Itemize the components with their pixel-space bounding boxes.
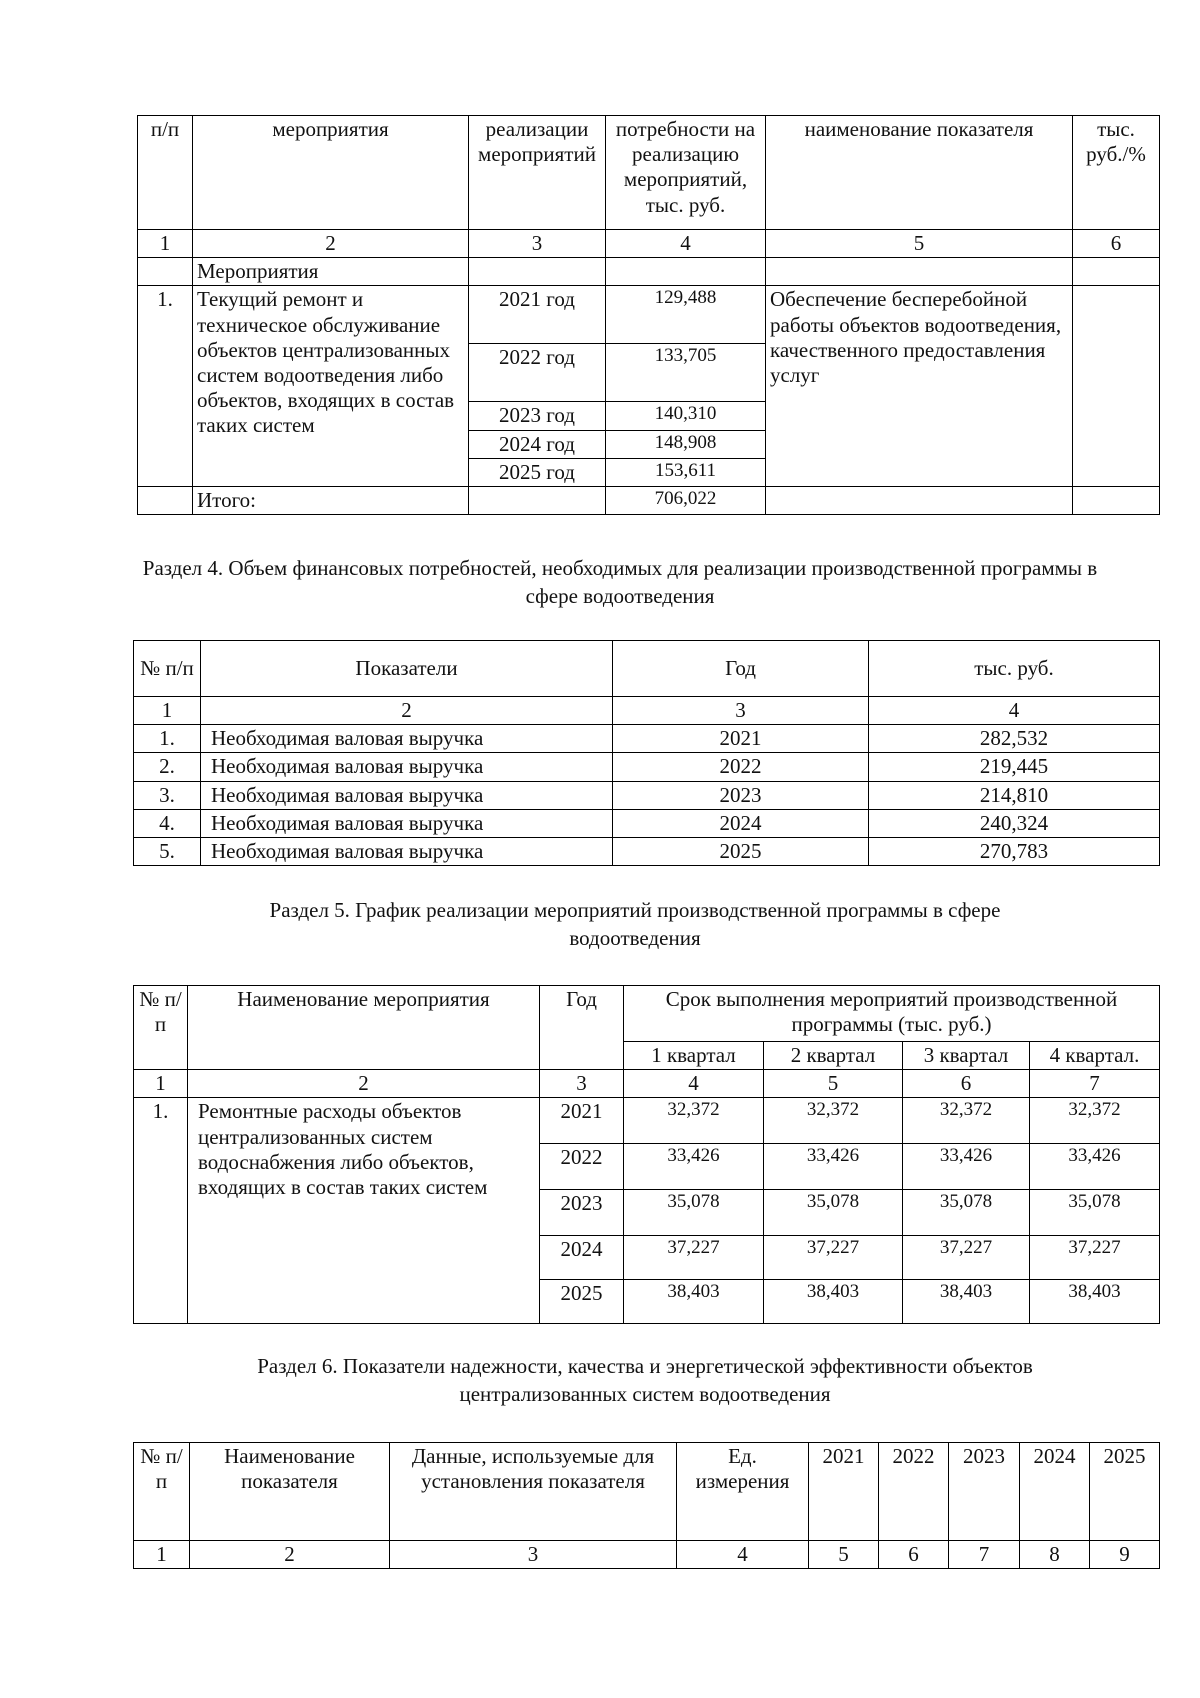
activity-name: Текущий ремонт и техническое обслуживание объектов централизованных систем водоотведения либо объектов, входящих в состав таких систем — [193, 286, 469, 487]
value-cell: 219,445 — [869, 753, 1160, 781]
header-cell: Наименование показателя — [190, 1443, 390, 1541]
header-cell: Год — [613, 641, 869, 697]
value-cell: 270,783 — [869, 837, 1160, 865]
section4-table — [133, 640, 1160, 866]
header-cell: наименование показателя — [766, 116, 1073, 230]
table-row — [134, 809, 1160, 837]
value-cell: 240,324 — [869, 809, 1160, 837]
column-number: 3 — [613, 697, 869, 725]
year-cell: 2025 год — [469, 458, 606, 486]
value-cell: 148,908 — [606, 430, 766, 458]
row-number: 2. — [134, 753, 201, 781]
year-cell: 2024 — [613, 809, 869, 837]
year-cell: 2022 год — [469, 344, 606, 402]
column-number: 4 — [606, 230, 766, 258]
section-label: Мероприятия — [193, 258, 469, 286]
header-cell: № п/п — [134, 1443, 190, 1541]
column-number: 6 — [879, 1541, 949, 1569]
column-number: 2 — [188, 1070, 540, 1098]
value-cell: 32,372 — [624, 1098, 764, 1144]
table-row — [134, 837, 1160, 865]
total-value: 706,022 — [606, 486, 766, 514]
value-cell: 35,078 — [764, 1190, 903, 1236]
value-cell: 37,227 — [1030, 1236, 1160, 1280]
column-number: 1 — [134, 1541, 190, 1569]
section6-table — [133, 1442, 1160, 1569]
header-cell: 2025 — [1090, 1443, 1160, 1541]
value-cell: 38,403 — [1030, 1280, 1160, 1324]
year-cell: 2024 — [540, 1236, 624, 1280]
year-cell: 2022 — [613, 753, 869, 781]
header-cell: Наименование мероприятия — [188, 986, 540, 1070]
header-cell: Данные, используемые для установления показателя — [390, 1443, 677, 1541]
header-cell: потребности на реализацию мероприятий, тыс. руб. — [606, 116, 766, 230]
column-number: 4 — [869, 697, 1160, 725]
indicator-name: Необходимая валовая выручка — [201, 753, 613, 781]
header-cell: 2024 — [1020, 1443, 1090, 1541]
header-cell: мероприятия — [193, 116, 469, 230]
value-cell: 140,310 — [606, 402, 766, 430]
value-cell: 38,403 — [903, 1280, 1030, 1324]
value-cell: 32,372 — [764, 1098, 903, 1144]
column-number: 2 — [190, 1541, 390, 1569]
column-number: 1 — [134, 697, 201, 725]
column-number: 1 — [138, 230, 193, 258]
column-number: 7 — [949, 1541, 1020, 1569]
header-cell: 2023 — [949, 1443, 1020, 1541]
activities-table — [137, 115, 1160, 515]
year-cell: 2023 — [613, 781, 869, 809]
section-label-row — [138, 258, 1160, 286]
value-cell: 37,227 — [624, 1236, 764, 1280]
table-header-row — [134, 1443, 1160, 1541]
year-cell: 2021 год — [469, 286, 606, 344]
value-cell: 133,705 — [606, 344, 766, 402]
value-cell: 33,426 — [1030, 1144, 1160, 1190]
total-label: Итого: — [193, 486, 469, 514]
value-cell: 38,403 — [764, 1280, 903, 1324]
value-cell: 129,488 — [606, 286, 766, 344]
column-number: 3 — [469, 230, 606, 258]
value-cell: 214,810 — [869, 781, 1160, 809]
table-row — [134, 781, 1160, 809]
activity-name: Ремонтные расходы объектов централизованных систем водоснабжения либо объектов, входящих в состав таких систем — [188, 1098, 540, 1324]
column-number: 5 — [764, 1070, 903, 1098]
year-cell: 2024 год — [469, 430, 606, 458]
row-number: 5. — [134, 837, 201, 865]
table-row — [138, 286, 1160, 344]
header-cell: Год — [540, 986, 624, 1070]
value-cell: 35,078 — [903, 1190, 1030, 1236]
indicator-name: Обеспечение бесперебойной работы объектов водоотведения, качественного предоставления услуг — [766, 286, 1073, 487]
row-number: 4. — [134, 809, 201, 837]
value-cell: 35,078 — [624, 1190, 764, 1236]
total-row — [138, 486, 1160, 514]
row-number: 1. — [134, 1098, 188, 1324]
column-number-row — [134, 1070, 1160, 1098]
table-row — [134, 725, 1160, 753]
column-number: 6 — [903, 1070, 1030, 1098]
section5-table — [133, 985, 1160, 1324]
header-cell: 2022 — [879, 1443, 949, 1541]
indicator-name: Необходимая валовая выручка — [201, 837, 613, 865]
column-number: 8 — [1020, 1541, 1090, 1569]
table-row — [134, 753, 1160, 781]
header-cell: Ед. измерения — [677, 1443, 809, 1541]
section5-title: Раздел 5. График реализации мероприятий производственной программы в сфере водоотведения — [269, 898, 1001, 950]
header-cell: тыс. руб. — [869, 641, 1160, 697]
table-header-row — [134, 641, 1160, 697]
column-number: 4 — [677, 1541, 809, 1569]
value-cell: 33,426 — [624, 1144, 764, 1190]
year-cell: 2023 — [540, 1190, 624, 1236]
header-cell: тыс. руб./% — [1073, 116, 1160, 230]
column-number: 9 — [1090, 1541, 1160, 1569]
year-cell: 2025 — [540, 1280, 624, 1324]
section6-title: Раздел 6. Показатели надежности, качества и энергетической эффективности объектов централизованных систем водоотведения — [257, 1354, 1033, 1406]
value-cell: 32,372 — [1030, 1098, 1160, 1144]
column-number: 5 — [766, 230, 1073, 258]
indicator-name: Необходимая валовая выручка — [201, 781, 613, 809]
value-cell: 38,403 — [624, 1280, 764, 1324]
table-header-row — [138, 116, 1160, 230]
value-cell: 32,372 — [903, 1098, 1030, 1144]
column-number: 6 — [1073, 230, 1160, 258]
value-cell: 282,532 — [869, 725, 1160, 753]
quarter-header: 3 квартал — [903, 1042, 1030, 1070]
year-cell: 2021 — [540, 1098, 624, 1144]
value-cell: 37,227 — [764, 1236, 903, 1280]
value-cell: 35,078 — [1030, 1190, 1160, 1236]
column-number: 2 — [201, 697, 613, 725]
quarter-header: 2 квартал — [764, 1042, 903, 1070]
header-cell: № п/п — [134, 641, 201, 697]
row-number: 1. — [134, 725, 201, 753]
column-number-row — [134, 1541, 1160, 1569]
row-number: 1. — [138, 286, 193, 487]
column-number: 1 — [134, 1070, 188, 1098]
column-number: 7 — [1030, 1070, 1160, 1098]
year-cell: 2023 год — [469, 402, 606, 430]
column-number: 3 — [390, 1541, 677, 1569]
header-cell: Срок выполнения мероприятий производственной программы (тыс. руб.) — [624, 986, 1160, 1042]
column-number-row — [134, 697, 1160, 725]
row-number: 3. — [134, 781, 201, 809]
indicator-name: Необходимая валовая выручка — [201, 725, 613, 753]
header-cell: реализации мероприятий — [469, 116, 606, 230]
value-cell: 37,227 — [903, 1236, 1030, 1280]
header-cell: 2021 — [809, 1443, 879, 1541]
column-number: 2 — [193, 230, 469, 258]
column-number: 5 — [809, 1541, 879, 1569]
year-cell: 2022 — [540, 1144, 624, 1190]
value-cell: 33,426 — [764, 1144, 903, 1190]
header-cell: Показатели — [201, 641, 613, 697]
quarter-header: 4 квартал. — [1030, 1042, 1160, 1070]
quarter-header: 1 квартал — [624, 1042, 764, 1070]
year-cell: 2025 — [613, 837, 869, 865]
table-row — [134, 1098, 1160, 1144]
section4-title: Раздел 4. Объем финансовых потребностей, необходимых для реализации производственной программы в сфере водоотведения — [142, 556, 1098, 608]
header-cell: п/п — [138, 116, 193, 230]
header-cell: № п/п — [134, 986, 188, 1070]
column-number-row — [138, 230, 1160, 258]
column-number: 3 — [540, 1070, 624, 1098]
year-cell: 2021 — [613, 725, 869, 753]
value-cell: 33,426 — [903, 1144, 1030, 1190]
indicator-name: Необходимая валовая выручка — [201, 809, 613, 837]
column-number: 4 — [624, 1070, 764, 1098]
table-header-row — [134, 986, 1160, 1042]
value-cell: 153,611 — [606, 458, 766, 486]
